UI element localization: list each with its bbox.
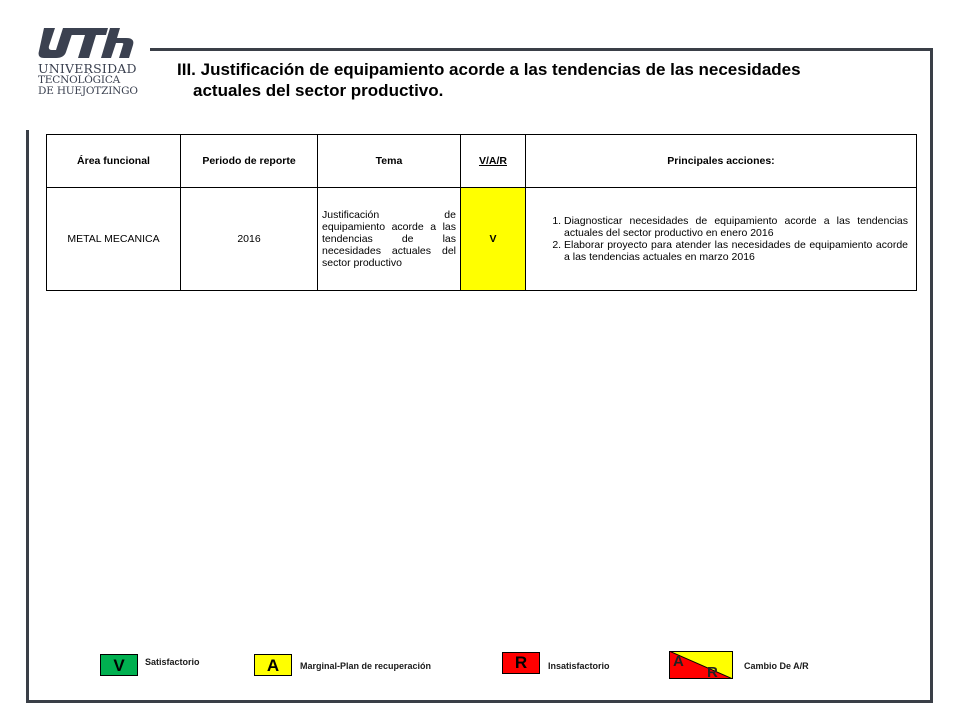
table-header-row (47, 135, 917, 188)
frame-left-line (26, 130, 29, 703)
header-var: V/A/R (461, 135, 526, 188)
legend-a-label: Marginal-Plan de recuperación (300, 661, 432, 671)
action-item-2: 2. Elaborar proyecto para atender las necesidades de equipamiento acorde a las tendencias actuales en marzo 2016 (564, 239, 908, 263)
cell-acciones (526, 188, 917, 291)
cell-var-status: V (461, 188, 526, 291)
legend-r-label: Insatisfactorio (548, 661, 610, 671)
actions-list (530, 215, 912, 263)
legend-ar-letter-a: A (673, 653, 684, 670)
table-row (47, 188, 917, 291)
frame-right-line (930, 48, 933, 703)
header-acciones: Principales acciones: (526, 135, 917, 188)
actions-table (46, 134, 917, 291)
uth-wordmark-logo (38, 26, 138, 60)
legend-v-label: Satisfactorio (145, 657, 200, 667)
header-periodo: Periodo de reporte (181, 135, 318, 188)
university-logo (38, 26, 148, 97)
logo-line-2: TECNOLÓGICA (38, 74, 121, 86)
legend-ar-label: Cambio De A/R (744, 661, 809, 671)
legend-ar-box (669, 651, 733, 679)
logo-line-3: DE HUEJOTZINGO (38, 85, 138, 97)
cell-area: METAL MECANICA (47, 188, 181, 291)
legend-v-box: V (100, 654, 138, 676)
action-item-1: 1. Diagnosticar necesidades de equipamiento acorde a las tendencias actuales del sector productivo en enero 2016 (564, 215, 908, 239)
title-line-2: actuales del sector productivo. (193, 81, 444, 100)
legend-a-box: A (254, 654, 292, 676)
cell-tema: Justificación de equipamiento acorde a las tendencias de las necesidades actuales del sector productivo (318, 188, 461, 291)
header-area: Área funcional (47, 135, 181, 188)
page-title (177, 59, 897, 101)
frame-top-line (150, 48, 933, 51)
legend-ar-letter-r: R (707, 664, 718, 681)
title-line-1: III. Justificación de equipamiento acorde a las tendencias de las necesidades (177, 60, 801, 79)
header-tema: Tema (318, 135, 461, 188)
cell-periodo: 2016 (181, 188, 318, 291)
frame-bottom-line (26, 700, 933, 703)
logo-line-1: UNIVERSIDAD (38, 61, 137, 76)
legend-r-box: R (502, 652, 540, 674)
